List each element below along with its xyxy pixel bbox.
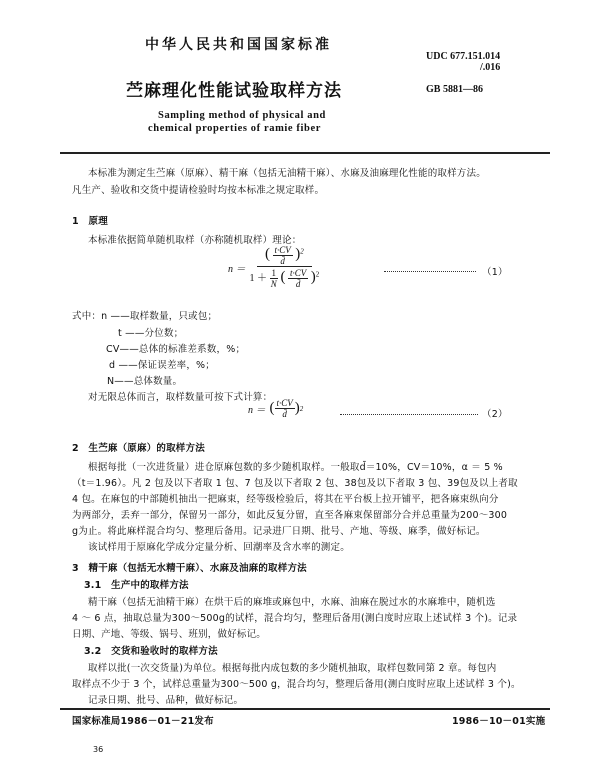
intro-line-1: 本标准为测定生苎麻（原麻）、精干麻（包括无油精干麻）、水麻及油麻理化性能的取样方法。 [88, 168, 486, 179]
section-3-2-line-1: 取样以批(一次交货量)为单位。根据每批内成包数的多少随机抽取，取样包数同第 2 章。每包内 [88, 663, 497, 674]
effective-date: 1986－10－01实施 [452, 716, 546, 727]
udc-code: UDC 677.151.014 [426, 51, 501, 62]
section-2-line-5: g为止。将此麻样混合均匀、整理后备用。记录进厂日期、批号、产地、等级、麻季，做好标记。 [72, 526, 486, 537]
section-3-1-line-3: 日期、产地、等级、锅号、班别，做好标记。 [72, 629, 267, 640]
definition-cv: CV——总体的标准差系数，%； [106, 344, 246, 355]
equation-2: n ＝ ( $\frac{t\cdot CV}{d̄}$ ) 2 [248, 398, 304, 419]
issue-date: 国家标准局1986－01－21发布 [72, 716, 214, 727]
equation-2-number: （2） [482, 409, 508, 420]
section-2-line-4: 为两部分，丢弃一部分，保留另一部分，如此反复分留，直至各麻束保留部分合并总重量为200～300 [72, 510, 508, 521]
section-3-1-line-2: 4 ～ 6 点，抽取总量为300～500g的试样，混合均匀，整理后备用(测白度时应取上述试样 3 个)。记录 [72, 613, 518, 624]
definition-d: d ——保证误差率，%； [109, 360, 215, 371]
section-1-heading: 1 原理 [72, 216, 108, 227]
equation-2-leader [340, 414, 478, 415]
infinite-population-text: 对无限总体而言，取样数量可按下式计算： [88, 392, 273, 403]
section-2-line-2: （t＝1.96）。凡 2 包及以下者取 1 包、7 包及以下者取 2 包、38包及以下者取 3 包、39包及以上者取 [72, 478, 518, 489]
definition-t: t ——分位数； [118, 328, 184, 339]
section-1-text: 本标准依据简单随机取样（亦称随机取样）理论： [88, 235, 302, 246]
english-title-line2: chemical properties of ramie fiber [148, 123, 321, 134]
section-3-1-line-1: 精干麻（包括无油精干麻）在烘干后的麻堆或麻包中，水麻、油麻在脱过水的水麻堆中，随机选 [88, 597, 496, 608]
english-title-line1: Sampling method of physical and [158, 110, 326, 121]
section-3-2-heading: 3.2 交货和验收时的取样方法 [84, 646, 218, 657]
header-divider [60, 152, 550, 154]
section-2-line-6: 该试样用于原麻化学成分定量分析、回潮率及含水率的测定。 [88, 542, 350, 553]
section-3-1-heading: 3.1 生产中的取样方法 [84, 580, 189, 591]
intro-line-2: 凡生产、验收和交货中提请检验时均按本标准之规定取样。 [72, 185, 325, 196]
section-2-line-1: 根据每批（一次进货量）进仓原麻包数的多少随机取样。一般取d̄＝10%，CV＝10%，α ＝ 5 % [88, 462, 503, 473]
page-number: 36 [93, 745, 104, 754]
footer-divider [60, 708, 550, 710]
udc-code-sub: /.016 [480, 62, 501, 73]
section-3-2-line-2: 取样点不少于 3 个，试样总重量为300～500 g，混合均匀，整理后备用(测白度时应取上述试样 3 个)。 [72, 679, 521, 690]
where-line: 式中：n ——取样数量，只或包； [72, 311, 218, 322]
section-3-2-line-3: 记录日期、批号、品种，做好标记。 [88, 695, 244, 706]
equation-1-number: （1） [482, 267, 508, 278]
definition-n: N——总体数量。 [107, 376, 183, 387]
document-title: 苎麻理化性能试验取样方法 [126, 81, 342, 101]
section-3-heading: 3 精干麻（包括无水精干麻）、水麻及油麻的取样方法 [72, 563, 307, 574]
equation-1-leader [384, 271, 476, 272]
gb-code: GB 5881—86 [426, 84, 483, 95]
standard-header: 中华人民共和国国家标准 [145, 37, 332, 53]
section-2-heading: 2 生苎麻（原麻）的取样方法 [72, 443, 205, 454]
section-2-line-3: 4 包。在麻包的中部随机抽出一把麻束，经等级检验后，将其在平台板上拉开铺平，把各麻束纵向分 [72, 494, 499, 505]
equation-1: n ＝ ( $\frac{t\cdot CV}{d̄}$ )$^2$ 1 ＋ $\frac{1}{N}$ ( $\frac{t\cdot CV}{d̄}$ )$^2$ [228, 245, 320, 289]
